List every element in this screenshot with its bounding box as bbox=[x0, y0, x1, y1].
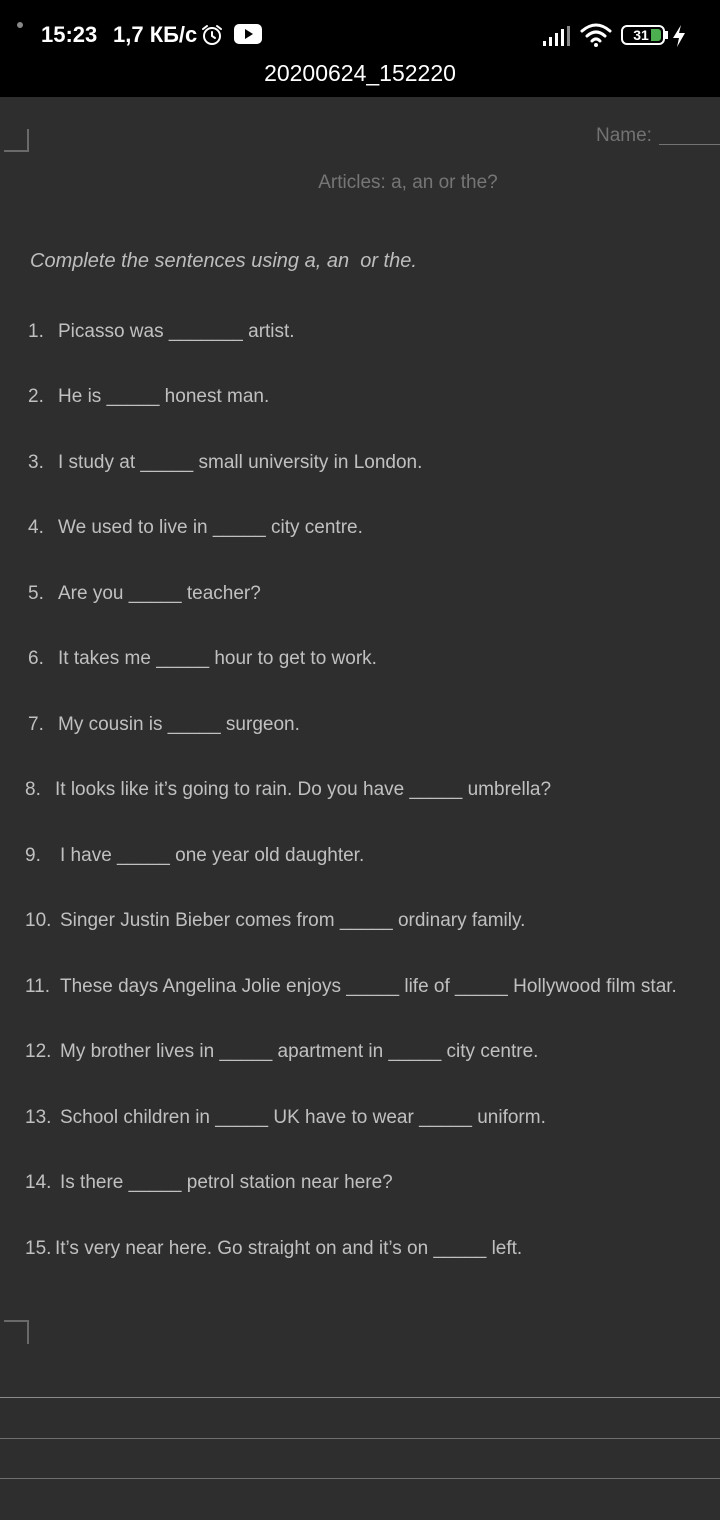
file-name-title: 20200624_152220 bbox=[264, 60, 456, 86]
signal-icon bbox=[542, 26, 570, 46]
name-label: Name: bbox=[596, 125, 652, 146]
question-text: It’s very near here. Go straight on and it’s on _____ left. bbox=[55, 1238, 523, 1259]
crop-corner-bottom bbox=[4, 1320, 29, 1344]
question-number: 7. bbox=[28, 714, 44, 735]
question-number: 13. bbox=[25, 1107, 52, 1128]
divider-line bbox=[0, 1478, 720, 1479]
question-text: These days Angelina Jolie enjoys _____ life of _____ Hollywood film star. bbox=[60, 976, 677, 997]
alarm-icon bbox=[200, 23, 224, 47]
question-number: 6. bbox=[28, 648, 44, 669]
worksheet-title: Articles: a, an or the? bbox=[318, 172, 498, 193]
question-number: 5. bbox=[28, 583, 44, 604]
question-text: Are you _____ teacher? bbox=[58, 583, 261, 604]
status-time: 15:23 bbox=[41, 22, 98, 47]
question-text: It looks like it’s going to rain. Do you have _____ umbrella? bbox=[55, 779, 552, 800]
question-number: 8. bbox=[25, 779, 41, 800]
question-number: 9. bbox=[25, 845, 41, 866]
question-number: 11. bbox=[25, 976, 51, 997]
question-text: Is there _____ petrol station near here? bbox=[60, 1172, 393, 1193]
instruction-text: Complete the sentences using a, an or the. bbox=[30, 250, 417, 272]
status-bar bbox=[0, 0, 720, 97]
youtube-icon bbox=[234, 24, 262, 44]
network-speed: 1,7 КБ/с bbox=[113, 22, 198, 47]
question-number: 15. bbox=[25, 1238, 52, 1259]
question-text: My cousin is _____ surgeon. bbox=[58, 714, 300, 735]
question-number: 12. bbox=[25, 1041, 52, 1062]
name-blank-line bbox=[659, 144, 720, 145]
question-number: 3. bbox=[28, 452, 44, 473]
question-text: He is _____ honest man. bbox=[58, 386, 270, 407]
question-text: My brother lives in _____ apartment in _____ city centre. bbox=[60, 1041, 539, 1062]
divider-line bbox=[0, 1397, 720, 1398]
crop-corner-top bbox=[4, 129, 29, 152]
question-text: We used to live in _____ city centre. bbox=[58, 517, 363, 538]
question-number: 4. bbox=[28, 517, 44, 538]
question-number: 10. bbox=[25, 910, 52, 931]
battery-percent: 31 bbox=[633, 27, 649, 43]
question-number: 2. bbox=[28, 386, 44, 407]
document-page bbox=[0, 97, 720, 1397]
notification-dot bbox=[17, 22, 23, 28]
question-text: It takes me _____ hour to get to work. bbox=[58, 648, 377, 669]
question-text: Singer Justin Bieber comes from _____ ordinary family. bbox=[60, 910, 526, 931]
battery-icon bbox=[621, 25, 665, 45]
question-text: I study at _____ small university in London. bbox=[58, 452, 423, 473]
viewer-bottom-area bbox=[0, 1397, 720, 1520]
wifi-icon bbox=[580, 22, 612, 48]
charging-bolt-icon bbox=[671, 24, 687, 48]
question-number: 14. bbox=[25, 1172, 52, 1193]
divider-line bbox=[0, 1438, 720, 1439]
question-text: Picasso was _______ artist. bbox=[58, 321, 295, 342]
question-number: 1. bbox=[28, 321, 44, 342]
question-text: I have _____ one year old daughter. bbox=[60, 845, 365, 866]
question-text: School children in _____ UK have to wear _____ uniform. bbox=[60, 1107, 546, 1128]
battery-tip bbox=[665, 31, 668, 39]
